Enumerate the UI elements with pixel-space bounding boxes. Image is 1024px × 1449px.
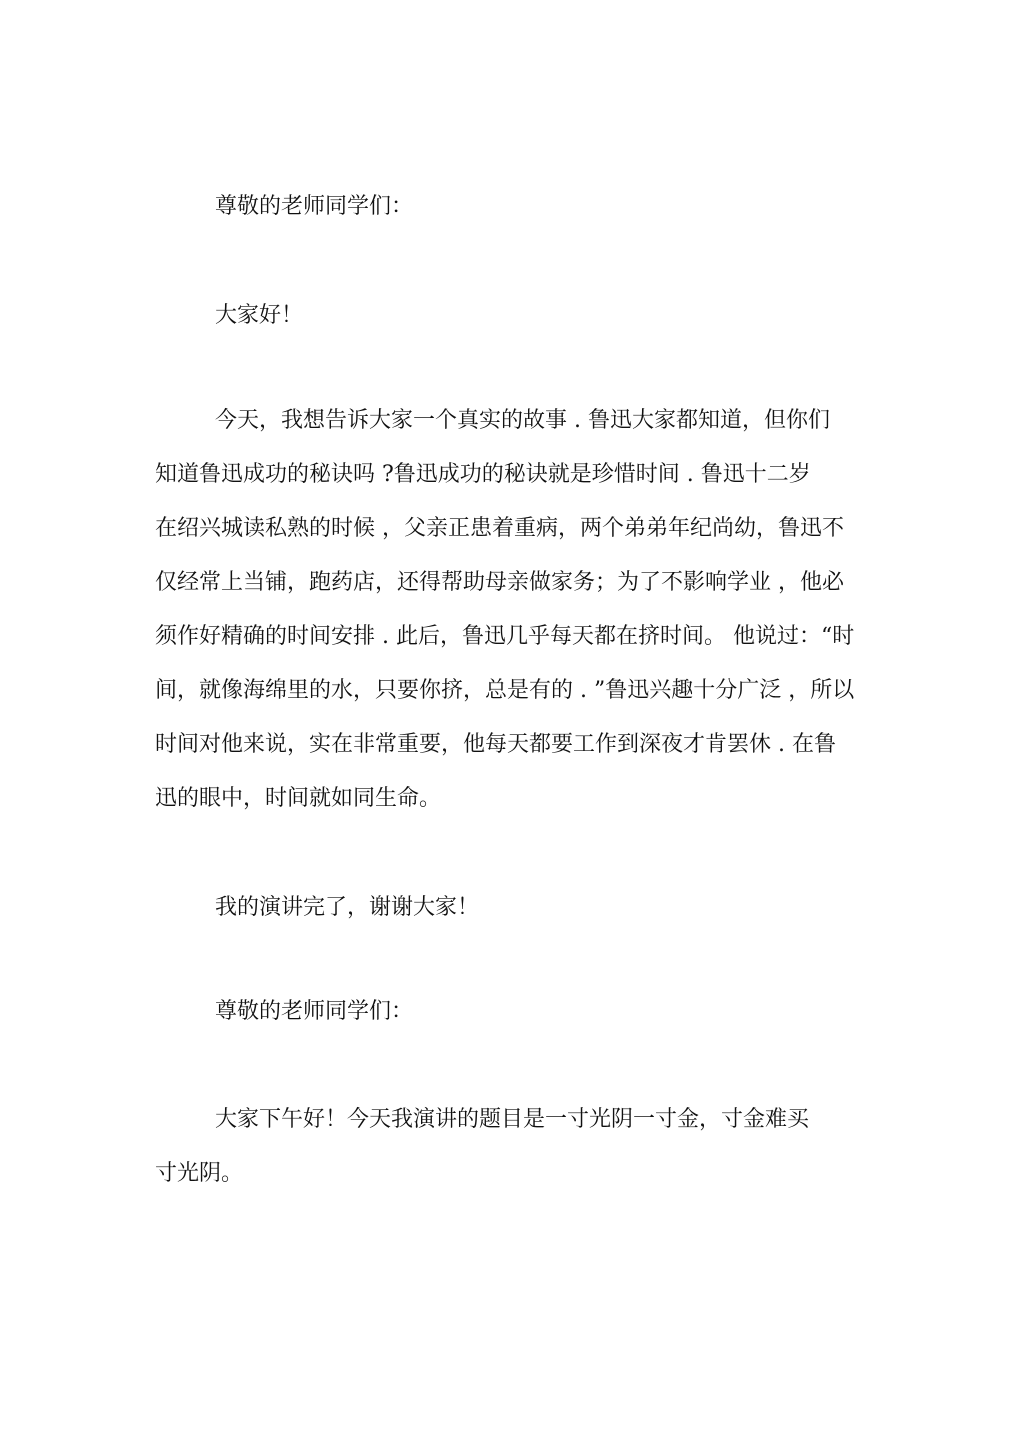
second-speech-line: 寸光阴。: [155, 1161, 244, 1186]
hello-text: 大家好！: [215, 303, 304, 328]
closing-text: 我的演讲完了，谢谢大家！: [215, 895, 480, 920]
greeting-paragraph-2: [155, 985, 867, 1039]
story-line: 仅经常上当铺，跑药店，还得帮助母亲做家务；为了不影响学业 ，他必: [155, 570, 844, 595]
hello-paragraph: [155, 289, 867, 343]
story-paragraph: [155, 394, 867, 826]
second-speech-paragraph: [155, 1093, 867, 1201]
second-speech-line: 大家下午好！今天我演讲的题目是一寸光阴一寸金，寸金难买: [215, 1107, 810, 1132]
closing-paragraph: [155, 881, 867, 935]
story-line: 须作好精确的时间安排 . 此后，鲁迅几乎每天都在挤时间。 他说过：“时: [155, 624, 855, 649]
story-line: 迅的眼中，时间就如同生命。: [155, 786, 442, 811]
greeting-text: 尊敬的老师同学们：: [215, 194, 414, 219]
story-line: 今天，我想告诉大家一个真实的故事 . 鲁迅大家都知道，但你们: [215, 408, 830, 433]
greeting-text-2: 尊敬的老师同学们：: [215, 999, 414, 1024]
greeting-paragraph: [155, 180, 867, 234]
story-line: 在绍兴城读私熟的时候 ，父亲正患着重病，两个弟弟年纪尚幼，鲁迅不: [155, 516, 844, 541]
story-line: 间，就像海绵里的水，只要你挤，总是有的 . ”鲁迅兴趣十分广泛 ，所以: [155, 678, 855, 703]
story-line: 时间对他来说，实在非常重要，他每天都要工作到深夜才肯罢休 . 在鲁: [155, 732, 836, 757]
story-line: 知道鲁迅成功的秘诀吗 ?鲁迅成功的秘诀就是珍惜时间 . 鲁迅十二岁: [155, 462, 811, 487]
